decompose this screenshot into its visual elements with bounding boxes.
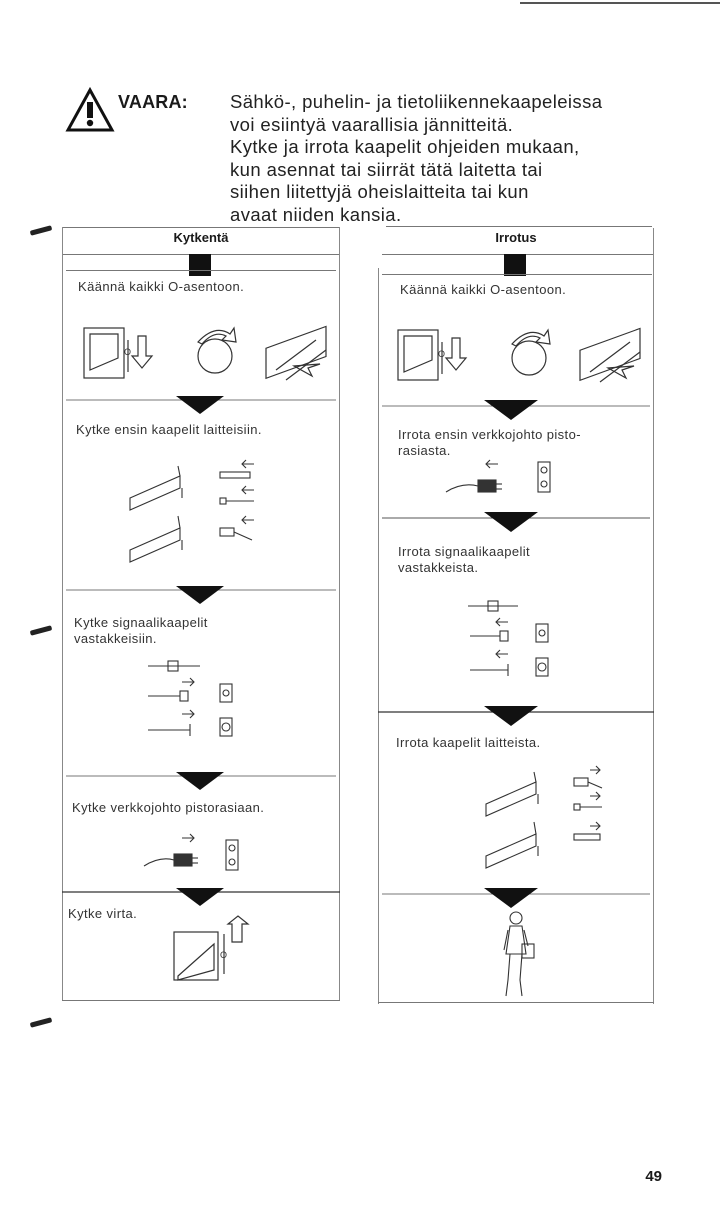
warning-line: avaat niiden kansia. bbox=[230, 203, 402, 225]
power-cord-plug-illustration bbox=[140, 830, 250, 884]
warning-label: VAARA: bbox=[118, 92, 188, 112]
connect-step-3b: vastakkeisiin. bbox=[74, 631, 157, 646]
down-arrow-icon bbox=[62, 766, 340, 792]
devices-cables-illustration bbox=[476, 764, 636, 884]
down-arrow-icon bbox=[378, 506, 654, 532]
disconnect-step-1: Käännä kaikki O-asentoon. bbox=[400, 282, 567, 297]
down-arrow-icon bbox=[62, 882, 340, 908]
down-arrow-icon bbox=[378, 884, 654, 910]
top-rule bbox=[520, 2, 720, 4]
connect-step-4: Kytke verkkojohto pistorasiaan. bbox=[72, 800, 265, 815]
person-carrying-illustration bbox=[500, 910, 540, 1000]
warning-text bbox=[230, 91, 660, 226]
svg-text:O: O bbox=[124, 347, 132, 357]
power-switch-illustration bbox=[394, 312, 644, 392]
svg-text:O: O bbox=[438, 349, 446, 359]
connect-step-5: Kytke virta. bbox=[68, 906, 138, 921]
start-marker bbox=[504, 254, 526, 276]
disconnect-step-2a: Irrota ensin verkkojohto pisto- bbox=[398, 427, 581, 442]
power-switch-illustration bbox=[80, 310, 330, 390]
warning-line: Kytke ja irrota kaapelit ohjeiden mukaan, bbox=[230, 136, 580, 157]
warning-triangle-icon bbox=[66, 88, 114, 132]
margin-mark bbox=[30, 225, 53, 236]
page-number: 49 bbox=[645, 1168, 662, 1185]
disconnect-step-3b: vastakkeista. bbox=[398, 560, 479, 575]
signal-cables-unplug-illustration bbox=[466, 598, 566, 688]
margin-mark bbox=[30, 625, 53, 636]
power-on-switch-illustration bbox=[170, 914, 260, 986]
disconnect-step-2b: rasiasta. bbox=[398, 443, 451, 458]
down-arrow-icon bbox=[378, 394, 654, 420]
disconnect-title: Irrotus bbox=[495, 230, 537, 245]
connect-step-1: Käännä kaikki O-asentoon. bbox=[78, 279, 245, 294]
disconnect-step-4: Irrota kaapelit laitteista. bbox=[396, 735, 541, 750]
margin-mark bbox=[30, 1017, 53, 1028]
warning-line: kun asennat tai siirrät tätä laitetta tai bbox=[230, 158, 543, 180]
devices-cables-illustration bbox=[120, 458, 290, 578]
warning-line: siihen liitettyjä oheislaitteita tai kun bbox=[230, 181, 529, 202]
connect-title: Kytkentä bbox=[173, 230, 229, 245]
down-arrow-icon bbox=[62, 580, 340, 606]
connect-step-3a: Kytke signaalikaapelit bbox=[74, 615, 208, 630]
warning-line: voi esiintyä vaarallisia jännitteitä. bbox=[230, 113, 514, 135]
power-cord-unplug-illustration bbox=[442, 454, 562, 504]
down-arrow-icon bbox=[378, 700, 654, 726]
disconnect-step-3a: Irrota signaalikaapelit bbox=[398, 544, 531, 559]
disconnect-panel bbox=[378, 218, 656, 1004]
connect-panel bbox=[62, 218, 342, 1002]
connect-step-2: Kytke ensin kaapelit laitteisiin. bbox=[76, 422, 262, 437]
start-marker bbox=[189, 254, 211, 276]
svg-text:O: O bbox=[220, 950, 228, 960]
signal-cables-illustration bbox=[144, 658, 254, 748]
warning-line: Sähkö-, puhelin- ja tietoliikennekaapeleissa bbox=[230, 91, 603, 112]
down-arrow-icon bbox=[62, 390, 340, 416]
